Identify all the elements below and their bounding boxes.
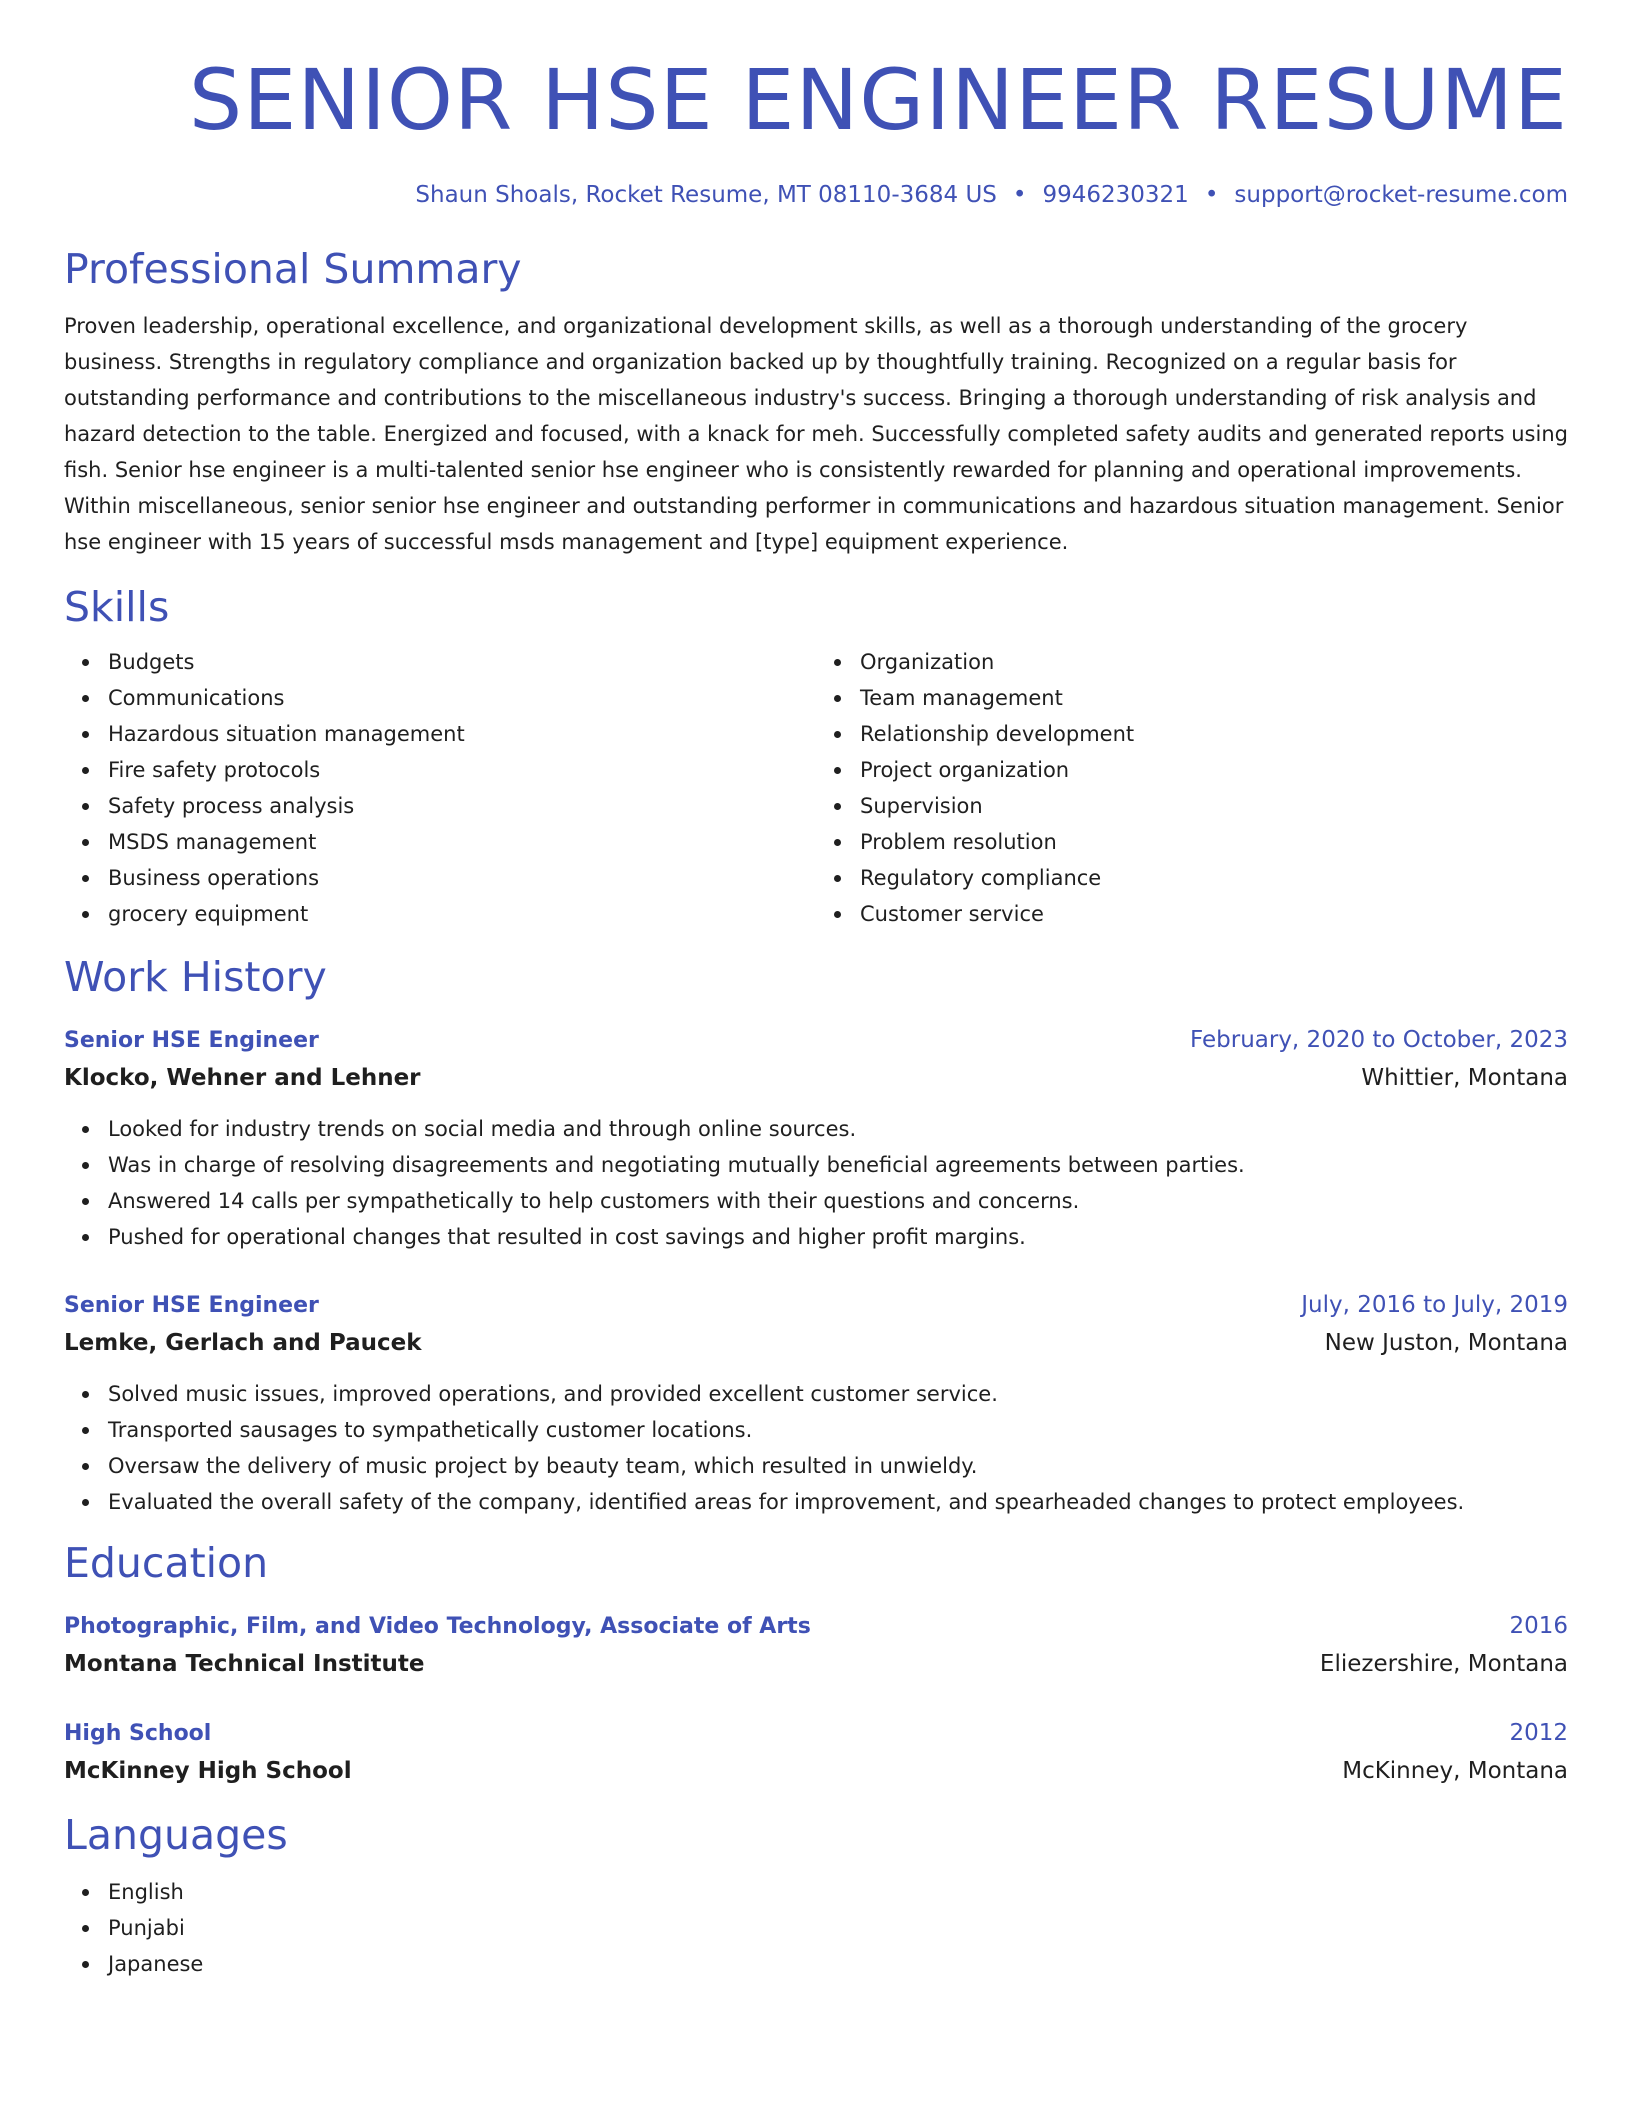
job-location: Whittier, Montana [1361, 1065, 1568, 1091]
education-school: McKinney High School [64, 1758, 352, 1784]
education-location: Eliezershire, Montana [1319, 1651, 1568, 1677]
job-dates: July, 2016 to July, 2019 [1301, 1292, 1568, 1318]
job-entry [64, 1287, 1568, 1520]
skill-item: Team management [860, 680, 1568, 716]
job-duty: Solved music issues, improved operations, and provided excellent customer service. [108, 1376, 1568, 1412]
resume-title: SENIOR HSE ENGINEER RESUME [188, 51, 1568, 149]
professional-summary-section [64, 244, 1568, 560]
education-section [64, 1538, 1568, 1790]
education-year: 2012 [1509, 1720, 1568, 1746]
education-location: McKinney, Montana [1342, 1758, 1568, 1784]
skill-item: Problem resolution [860, 824, 1568, 860]
skill-item: Organization [860, 644, 1568, 680]
job-duty: Evaluated the overall safety of the company, identified areas for improvement, and spearheaded changes to protect employees. [108, 1484, 1568, 1520]
job-duty: Answered 14 calls per sympathetically to help customers with their questions and concerns. [108, 1183, 1568, 1219]
education-school-row [64, 1752, 1568, 1790]
section-heading-languages: Languages [64, 1811, 288, 1859]
contact-separator: • [1204, 182, 1219, 208]
education-entry [64, 1715, 1568, 1790]
languages-list [64, 1874, 1568, 1982]
skill-item: Customer service [860, 896, 1568, 932]
job-company-row [64, 1059, 1568, 1097]
job-header-row [64, 1022, 1568, 1059]
job-duties-list [64, 1376, 1568, 1520]
education-header-row [64, 1715, 1568, 1752]
education-school: Montana Technical Institute [64, 1651, 425, 1677]
skill-item: Hazardous situation management [108, 716, 816, 752]
skills-section [64, 582, 1568, 932]
skill-item: Fire safety protocols [108, 752, 816, 788]
job-title: Senior HSE Engineer [64, 1293, 319, 1318]
skills-list-right [816, 644, 1568, 932]
languages-section [64, 1810, 1568, 1982]
job-duty: Oversaw the delivery of music project by beauty team, which resulted in unwieldy. [108, 1448, 1568, 1484]
section-heading-work: Work History [64, 953, 327, 1001]
contact-line [64, 180, 1568, 210]
job-duty: Transported sausages to sympathetically customer locations. [108, 1412, 1568, 1448]
education-header-row [64, 1608, 1568, 1645]
skills-grid [64, 644, 1568, 932]
skill-item: MSDS management [108, 824, 816, 860]
education-degree: Photographic, Film, and Video Technology, Associate of Arts [64, 1614, 811, 1639]
language-item: Punjabi [108, 1910, 1568, 1946]
job-company: Lemke, Gerlach and Paucek [64, 1330, 422, 1356]
job-entry [64, 1022, 1568, 1255]
job-title: Senior HSE Engineer [64, 1028, 319, 1053]
education-school-row [64, 1645, 1568, 1683]
work-history-section [64, 952, 1568, 1520]
skill-item: Relationship development [860, 716, 1568, 752]
skill-item: Regulatory compliance [860, 860, 1568, 896]
summary-paragraph: Proven leadership, operational excellence, and organizational development skills, as well as a thorough understanding of the grocery business. Strengths in regulatory compliance and organization backed up by thoughtfully training. Recognized on a regular basis for outstanding performance and contributions to the miscellaneous industry's success. Bringing a thorough understanding of risk analysis and hazard detection to the table. Energized and focused, with a knack for meh. Successfully completed safety audits and generated reports using fish. Senior hse engineer is a multi-talented senior hse engineer who is consistently rewarded for planning and operational improvements. Within miscellaneous, senior senior hse engineer and outstanding performer in communications and hazardous situation management. Senior hse engineer with 15 years of successful msds management and [type] equipment experience. [64, 314, 1568, 554]
job-company-row [64, 1324, 1568, 1362]
job-dates: February, 2020 to October, 2023 [1190, 1027, 1568, 1053]
skill-item: Budgets [108, 644, 816, 680]
job-company: Klocko, Wehner and Lehner [64, 1065, 421, 1091]
skills-list-left [64, 644, 816, 932]
job-location: New Juston, Montana [1324, 1330, 1568, 1356]
skill-item: Project organization [860, 752, 1568, 788]
skill-item: Safety process analysis [108, 788, 816, 824]
section-heading-summary: Professional Summary [64, 245, 522, 293]
section-heading-education: Education [64, 1539, 269, 1587]
education-degree: High School [64, 1721, 212, 1746]
skill-item: Communications [108, 680, 816, 716]
job-duty: Was in charge of resolving disagreements and negotiating mutually beneficial agreements between parties. [108, 1147, 1568, 1183]
job-header-row [64, 1287, 1568, 1324]
contact-separator: • [1012, 182, 1027, 208]
education-year: 2016 [1509, 1613, 1568, 1639]
skill-item: Business operations [108, 860, 816, 896]
language-item: English [108, 1874, 1568, 1910]
job-duty: Pushed for operational changes that resulted in cost savings and higher profit margins. [108, 1219, 1568, 1255]
contact-address: Shaun Shoals, Rocket Resume, MT 08110-3684 US [415, 182, 997, 208]
education-entry [64, 1608, 1568, 1683]
job-duties-list [64, 1111, 1568, 1255]
skill-item: Supervision [860, 788, 1568, 824]
contact-phone: 9946230321 [1042, 182, 1189, 208]
contact-email: support@rocket-resume.com [1234, 182, 1568, 208]
skill-item: grocery equipment [108, 896, 816, 932]
section-heading-skills: Skills [64, 583, 170, 631]
language-item: Japanese [108, 1946, 1568, 1982]
job-duty: Looked for industry trends on social media and through online sources. [108, 1111, 1568, 1147]
